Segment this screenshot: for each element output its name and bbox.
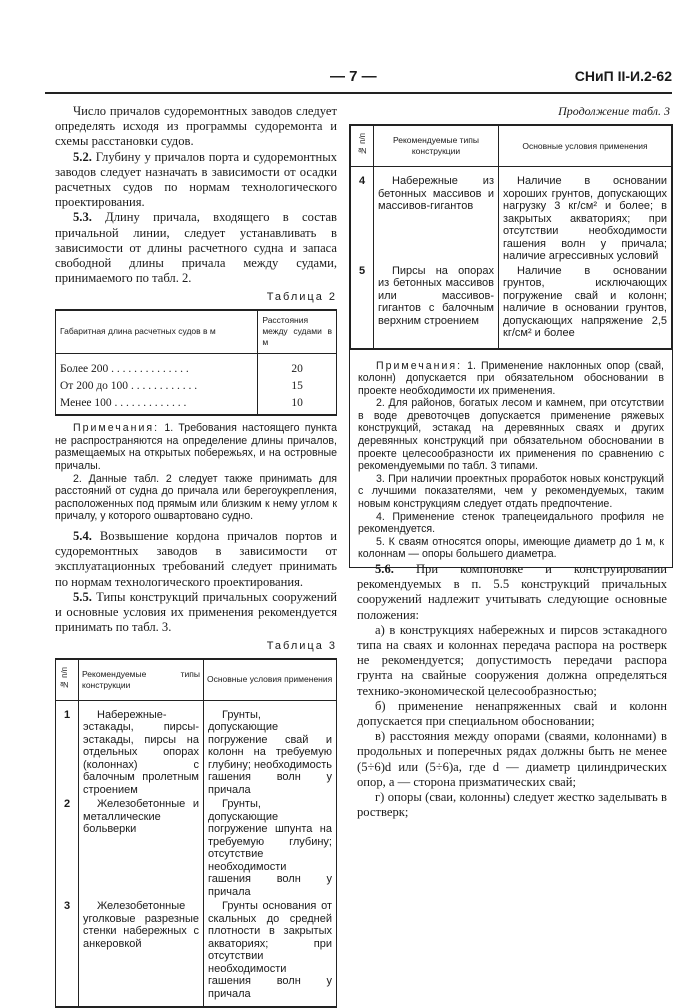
table-row: 5 Пирсы на опорах из бетонных массивов или массивов-гигантов с балочным верхним строением Наличие в основании грунтов, исключающих погружение свай и колонн; наличие в основании грунтов, допускающих напряжение 2,5 кг/см² и более xyxy=(351,264,672,349)
left-column xyxy=(55,104,337,1008)
paragraph-5-5: 5.5. Типы конструкций причальных сооружений и основные условия их применения рекомендуется принимать по табл. 3. xyxy=(55,589,337,635)
table-3-continuation-caption: Продолжение табл. 3 xyxy=(558,104,670,118)
table-3 xyxy=(55,658,337,1008)
item-b: б) применение ненапряженных свай и колонн допускается при специальном обосновании; xyxy=(357,698,667,729)
table-3-header-number: № п/п xyxy=(56,659,79,701)
table-row: Более 200 . . . . . . . . . . . . . . 20 xyxy=(56,353,337,378)
table-row: От 200 до 100 . . . . . . . . . . . . 15 xyxy=(56,378,337,395)
header-rule xyxy=(45,92,672,94)
paragraph-5-6: 5.6. При компоновке и конструировании рекомендуемых в п. 5.5 конструкций причальных сооружений надлежит учитывать следующие основные положения: xyxy=(357,562,667,622)
item-v: в) расстояния между опорами (сваями, колоннами) в продольных и поперечных рядах должны быть не менее (5÷6)d или (5÷6)a, где d — диаметр цилиндрических опор, a — сторона призматических свай; xyxy=(357,729,667,789)
right-column-text xyxy=(357,562,667,820)
table-2-notes: Примечания: 1. Требования настоящего пункта не распространяются на определение длины причалов, размещаемых на открытых побережьях, и на островные причалы. 2. Данные табл. 2 следует также принимать для расстояний от судна до причала или берегоукрепления, расположенных под прямым или близким к нему углом к причалу, у которого ошвартовано судно. xyxy=(55,422,337,523)
table-row: 3 Железобетонные уголковые разрезные стенки набережных с анкеровкой Грунты основания от скальных до средней плотности в закрытых акваториях; при отсутствии необходимости гашения волн у причала xyxy=(56,899,337,1007)
table-3-continuation xyxy=(350,124,672,350)
page-number: — 7 — xyxy=(330,68,377,85)
table-2-header-distance: Расстояния между судами в м xyxy=(258,310,337,354)
table-row: 1 Набережные-эстакады, пирсы-эстакады, пирсы на отдельных опорах (колоннах) с балочным пролетным строением Грунты, допускающие погружение свай и колонн на требуемую глубину; необходимость гашения волн у причала xyxy=(56,700,337,797)
table-3-cont-header-conditions: Основные условия применения xyxy=(499,125,672,167)
paragraph-intro: Число причалов судоремонтных заводов следует определять исходя из программы судоремонта и схемы расстановки судов. xyxy=(55,104,337,149)
table-3-cont-header-type: Рекомендуемые типы конструкции xyxy=(374,125,499,167)
paragraph-5-4: 5.4. Возвышение кордона причалов портов и судоремонтных заводов в зависимости от эксплуатационных требований следует принимать по нормам технологического проектирования. xyxy=(55,529,337,589)
page-header xyxy=(45,68,672,90)
table-3-header-type: Рекомендуемые типы конструкции xyxy=(79,659,204,701)
item-g: г) опоры (сваи, колонны) следует жестко заделывать в ростверк; xyxy=(357,790,667,820)
document-code: СНиП II-И.2-62 xyxy=(574,68,672,84)
table-2-header-length: Габаритная длина расчетных судов в м xyxy=(56,310,258,354)
table-3-notes: Примечания: 1. Применение наклонных опор (свай, колонн) допускается при обязательном обосновании в проекте необходимости их применения. 2. Для районов, богатых лесом и камнем, при отсутствии в воде древоточцев допускается применение ряжевых конструкций, эстакад на деревянных сваях и других деревянных конструкций при обязательном обосновании в проекте целесообразности их применения по сравнению с рекомендуемыми по табл. 3 типами. 3. При наличии проектных проработок новых конструкций с лучшими показателями, чем у рекомендуемых, таким новым конструкциям следует отдать предпочтение. 4. Применение стенок трапецеидального профиля не рекомендуется. 5. К сваям относятся опоры, имеющие диаметр до 1 м, к колоннам — опоры большего диаметра. xyxy=(358,359,664,561)
table-3-caption: Таблица 3 xyxy=(266,640,337,653)
table-row: 2 Железобетонные и металлические больверки Грунты, допускающие погружение шпунта на требуемую глубину; отсутствие необходимости гашения волн у причала xyxy=(56,797,337,899)
table-2 xyxy=(55,309,337,417)
table-2-caption: Таблица 2 xyxy=(266,291,337,304)
item-a: а) в конструкциях набережных и пирсов эстакадного типа на сваях и колоннах передача распора на ростверк не рекомендуется; допустимость передачи распора грунта на свайные сооружения должна определяться технико-экономической целесообразностью; xyxy=(357,622,667,698)
table-row: Менее 100 . . . . . . . . . . . . . 10 xyxy=(56,395,337,415)
table-row: 4 Набережные из бетонных массивов и массивов-гигантов Наличие в основании хороших грунтов, допускающих нагрузку 3 кг/см² и более; в закрытых акваториях; при отсутствии необходимости гашения волн у причала; наличие агрессивных условий xyxy=(351,167,672,264)
table-3-cont-header-number: № п/п xyxy=(351,125,374,167)
table-3-header-conditions: Основные условия применения xyxy=(204,659,337,701)
table-3-continuation-box xyxy=(349,124,673,568)
paragraph-5-3: 5.3. Длину причала, входящего в состав причальной линии, следует устанавливать в зависимости от длины расчетного судна и запаса свободной длины причала между судами, принимаемого по табл. 2. xyxy=(55,210,337,286)
paragraph-5-2: 5.2. Глубину у причалов порта и судоремонтных заводов следует назначать в зависимости от осадки расчетных судов по нормам технологического проектирования. xyxy=(55,149,337,210)
